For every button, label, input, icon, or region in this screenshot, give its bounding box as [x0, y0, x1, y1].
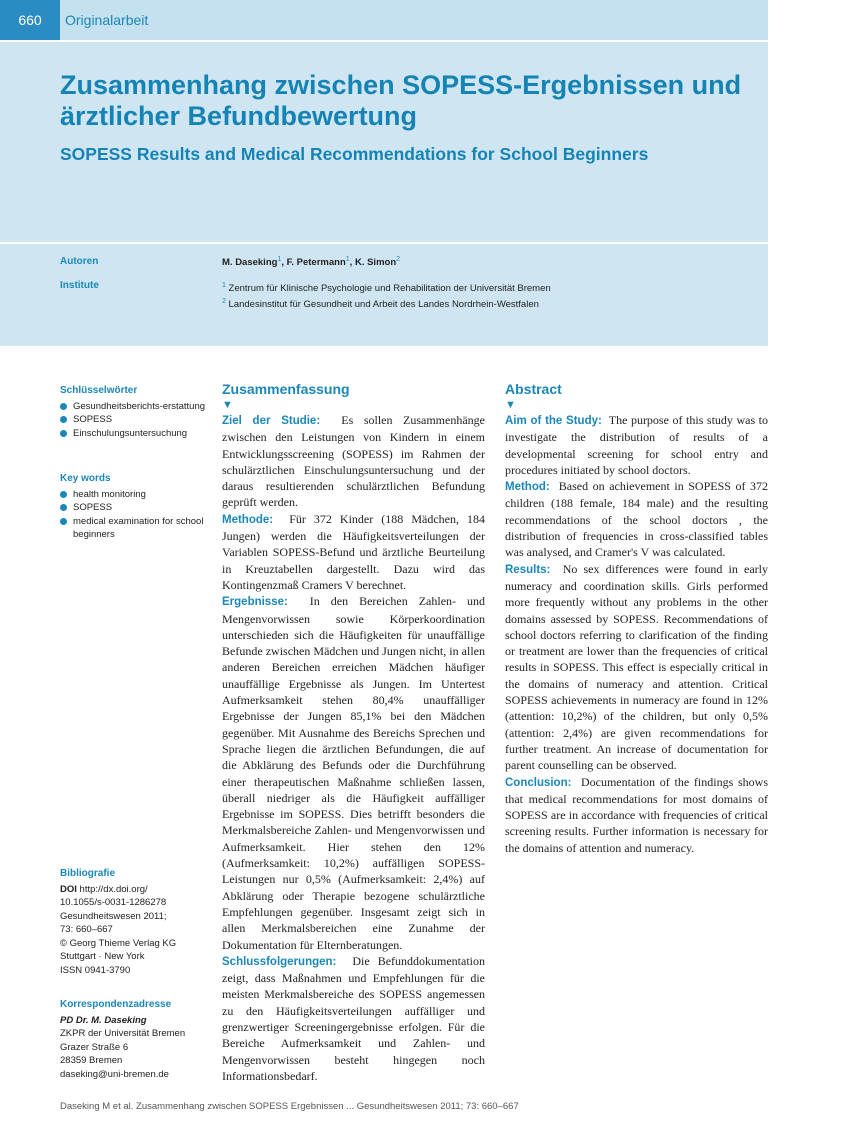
biblio-line: 73: 660–667 — [60, 924, 113, 935]
section-label: Aim of the Study: — [505, 415, 602, 427]
section-text: In den Bereichen Zahlen- und Mengenvorwissen sowie Körperkoordination unterschieden sich die Häufigkeiten für unauffällige Befunde zwischen Mädchen und Jungen nicht, in allen anderen Bereichen erreichen Mädchen häufiger unauffällige Ergebnisse als Jungen. Im Untertest Aufmerksamkeit stehen 80,4% unauffälliger Ergebnisse der Jungen 85,1% bei den Mädchen gegenüber. Mit Ausnahme des Bereichs Sprechen und Sprache liegen die ärztlichen Befundungen, die auf die Abklärung des Befunds oder die Durchführung einer therapeutischen Maßnahme schließen lassen, überall niedriger als die Häufigkeit auffälliger Ergebnisse im SOPESS. Dies betrifft besonders die Merkmalsbereiche Zahlen- und Mengenvorwissen und Aufmerksamkeit. Hier stehen den 12% (Aufmerksamkeit: 10,2%) auffälligen SOPESS-Leistungen nur 0,5% (Aufmerksamkeit: 2,4%) auf Abklärung oder Therapie bezogene schulärztliche Empfehlungen gegenüber. Insgesamt zeigt sich in allen Merkmalsbereichen eine Zunahme der Dokumentation für Elternberatungen. — [222, 594, 485, 952]
article-subtitle: SOPESS Results and Medical Recommendations for School Beginners — [60, 144, 649, 164]
institute-label: Institute — [60, 280, 99, 291]
keywords-en-title: Key words — [60, 473, 111, 484]
keyword-item: medical examination for school beginners — [60, 515, 210, 542]
institute-item — [222, 279, 551, 295]
biblio-line: Stuttgart · New York — [60, 951, 145, 962]
keywords-en — [60, 472, 210, 542]
section-label: Ergebnisse: — [222, 596, 288, 609]
author-affiliation: 1 — [277, 256, 282, 263]
top-bar — [0, 0, 768, 42]
abstract-section — [222, 412, 485, 511]
page-footer: Daseking M et al. Zusammenhang zwischen SOPESS Ergebnissen ... Gesundheitswesen 2011; 73: 660–667 — [60, 1101, 519, 1112]
institute-list — [222, 279, 551, 311]
keyword-item: Einschulungsuntersuchung — [60, 427, 210, 441]
abstract-section — [222, 511, 485, 593]
bibliography — [60, 867, 210, 977]
section-label: Conclusion: — [505, 776, 572, 789]
author-name: K. Simon — [354, 257, 397, 269]
section-text: Based on achievement in SOPESS of 372 children (188 female, 184 male) and the resulting recommendations of the school doctors , the distribution of frequencies in cross-classified tables was analysed, and Cramer's V was calculated. — [505, 479, 768, 560]
english-abstract — [505, 380, 768, 856]
keyword-item: Gesundheitsberichts-erstattung — [60, 400, 210, 414]
abstract-section — [505, 561, 768, 774]
triangle-icon: ▼ — [505, 399, 516, 411]
german-heading: Zusammenfassung — [222, 381, 350, 397]
section-label: Schlussfolgerungen: — [222, 955, 337, 968]
abstract-section — [505, 774, 768, 856]
author-name: F. Petermann — [286, 257, 346, 269]
institute-number: 1 — [222, 282, 226, 289]
institute-text: Zentrum für Klinische Psychologie und Rehabilitation der Universität Bremen — [228, 283, 551, 295]
corr-email[interactable]: daseking@uni-bremen.de — [60, 1068, 169, 1080]
section-text: No sex differences were found in early numeracy and coordination skills. Girls performed more frequently without any problems in the other domains assessed by SOPESS. Recommendations of school doctors referring to clarification of the finding or treatment are lower than the frequencies of critical results in SOPESS. This effect is especially critical in the domains of numeracy and attention. Critical SOPESS achievements in numeracy are found in 12% (attention: 10,2%) of the children, but only 0,5% (attention: 2,4%) are given recommendations for further treatment. An increase of documentation for parent counselling can be observed. — [505, 561, 768, 773]
doi-label: DOI — [60, 883, 77, 895]
keyword-item: SOPESS — [60, 501, 210, 515]
corr-line: ZKPR der Universität Bremen — [60, 1028, 186, 1039]
divider — [0, 242, 768, 244]
english-heading: Abstract — [505, 381, 562, 397]
section-label: Ziel der Studie: — [222, 415, 321, 427]
author-affiliation: 1 — [345, 256, 350, 263]
section-text: Für 372 Kinder (188 Mädchen, 184 Jungen) werden die Häufigkeitsverteilungen der Variablen SOPESS-Befund und ärztliche Beurteilung in Kreuztabellen dargestellt. Dazu wird das Kontingenzmaß Cramers V berechnet. — [222, 511, 486, 592]
author-list: M. Daseking$^1$, F. Petermann$^1$, K. Simon$^2$ — [222, 256, 401, 269]
abstract-section — [222, 953, 485, 1084]
keyword-item: SOPESS — [60, 413, 210, 427]
doi-link[interactable]: http://dx.doi.org/ — [79, 883, 148, 895]
section-label: Originalarbeit — [65, 12, 149, 28]
authors-label: Autoren — [60, 256, 99, 267]
biblio-title: Bibliografie — [60, 868, 116, 879]
section-text: Die Befunddokumentation zeigt, dass Maßnahmen und Empfehlungen für die meisten Merkmalsbereiche des SOPESS angemessen zu den Häufigkeitsverteilungen auffälliger und grenzwertiger Screeningergebnisse erfolgen. Für die Bereiche Aufmerksamkeit und Zahlen- und Mengenvorwissen besteht hingegen noch Informationsbedarf. — [222, 953, 486, 1083]
section-label: Method: — [505, 481, 550, 494]
keyword-item: health monitoring — [60, 488, 210, 502]
corr-line: Grazer Straße 6 — [60, 1041, 129, 1053]
biblio-line: Gesundheitswesen 2011; — [60, 910, 167, 922]
author-affiliation: 2 — [396, 256, 401, 263]
biblio-line: 10.1055/s-0031-1286278 — [60, 897, 167, 908]
abstract-section — [505, 412, 768, 478]
section-text: The purpose of this study was to investigate the distribution of results of a developmental screening for school entry and procedures initiated by school doctors. — [505, 413, 768, 477]
section-label: Results: — [505, 563, 551, 576]
correspondence — [60, 998, 210, 1081]
keywords-de — [60, 384, 210, 440]
corr-name: PD Dr. M. Daseking — [60, 1014, 147, 1026]
keywords-de-title: Schlüsselwörter — [60, 385, 138, 396]
article-title: Zusammenhang zwischen SOPESS-Ergebnissen und ärztlicher Befundbewertung — [60, 70, 742, 131]
institute-item — [222, 295, 551, 311]
section-text: Es sollen Zusammenhänge zwischen den Leistungen von Kindern in einem Entwicklungsscreening (SOPESS) im Rahmen der schulärztlichen Einschulungsuntersuchung und der daraus resultierenden schulärztlichen Befundung geprüft werden. — [222, 413, 485, 510]
german-abstract — [222, 380, 485, 1084]
institute-text: Landesinstitut für Gesundheit und Arbeit des Landes Nordrhein-Westfalen — [228, 299, 539, 311]
corr-title: Korrespondenzadresse — [60, 999, 172, 1010]
corr-line: 28359 Bremen — [60, 1055, 123, 1066]
abstract-section — [505, 478, 768, 560]
page-number: 660 — [0, 0, 60, 40]
section-label: Methode: — [222, 513, 274, 526]
biblio-line: ISSN 0941-3790 — [60, 964, 131, 976]
institute-number: 2 — [222, 298, 226, 306]
section-text: Documentation of the findings shows that medical recommendations for most domains of SOPESS are in accordance with frequencies of critical screening results. Further information is necessary for the domains of attention and numeracy. — [505, 774, 769, 855]
author-name: M. Daseking — [222, 257, 278, 269]
biblio-line: © Georg Thieme Verlag KG — [60, 937, 177, 949]
triangle-icon: ▼ — [222, 399, 233, 411]
abstract-section — [222, 593, 485, 953]
